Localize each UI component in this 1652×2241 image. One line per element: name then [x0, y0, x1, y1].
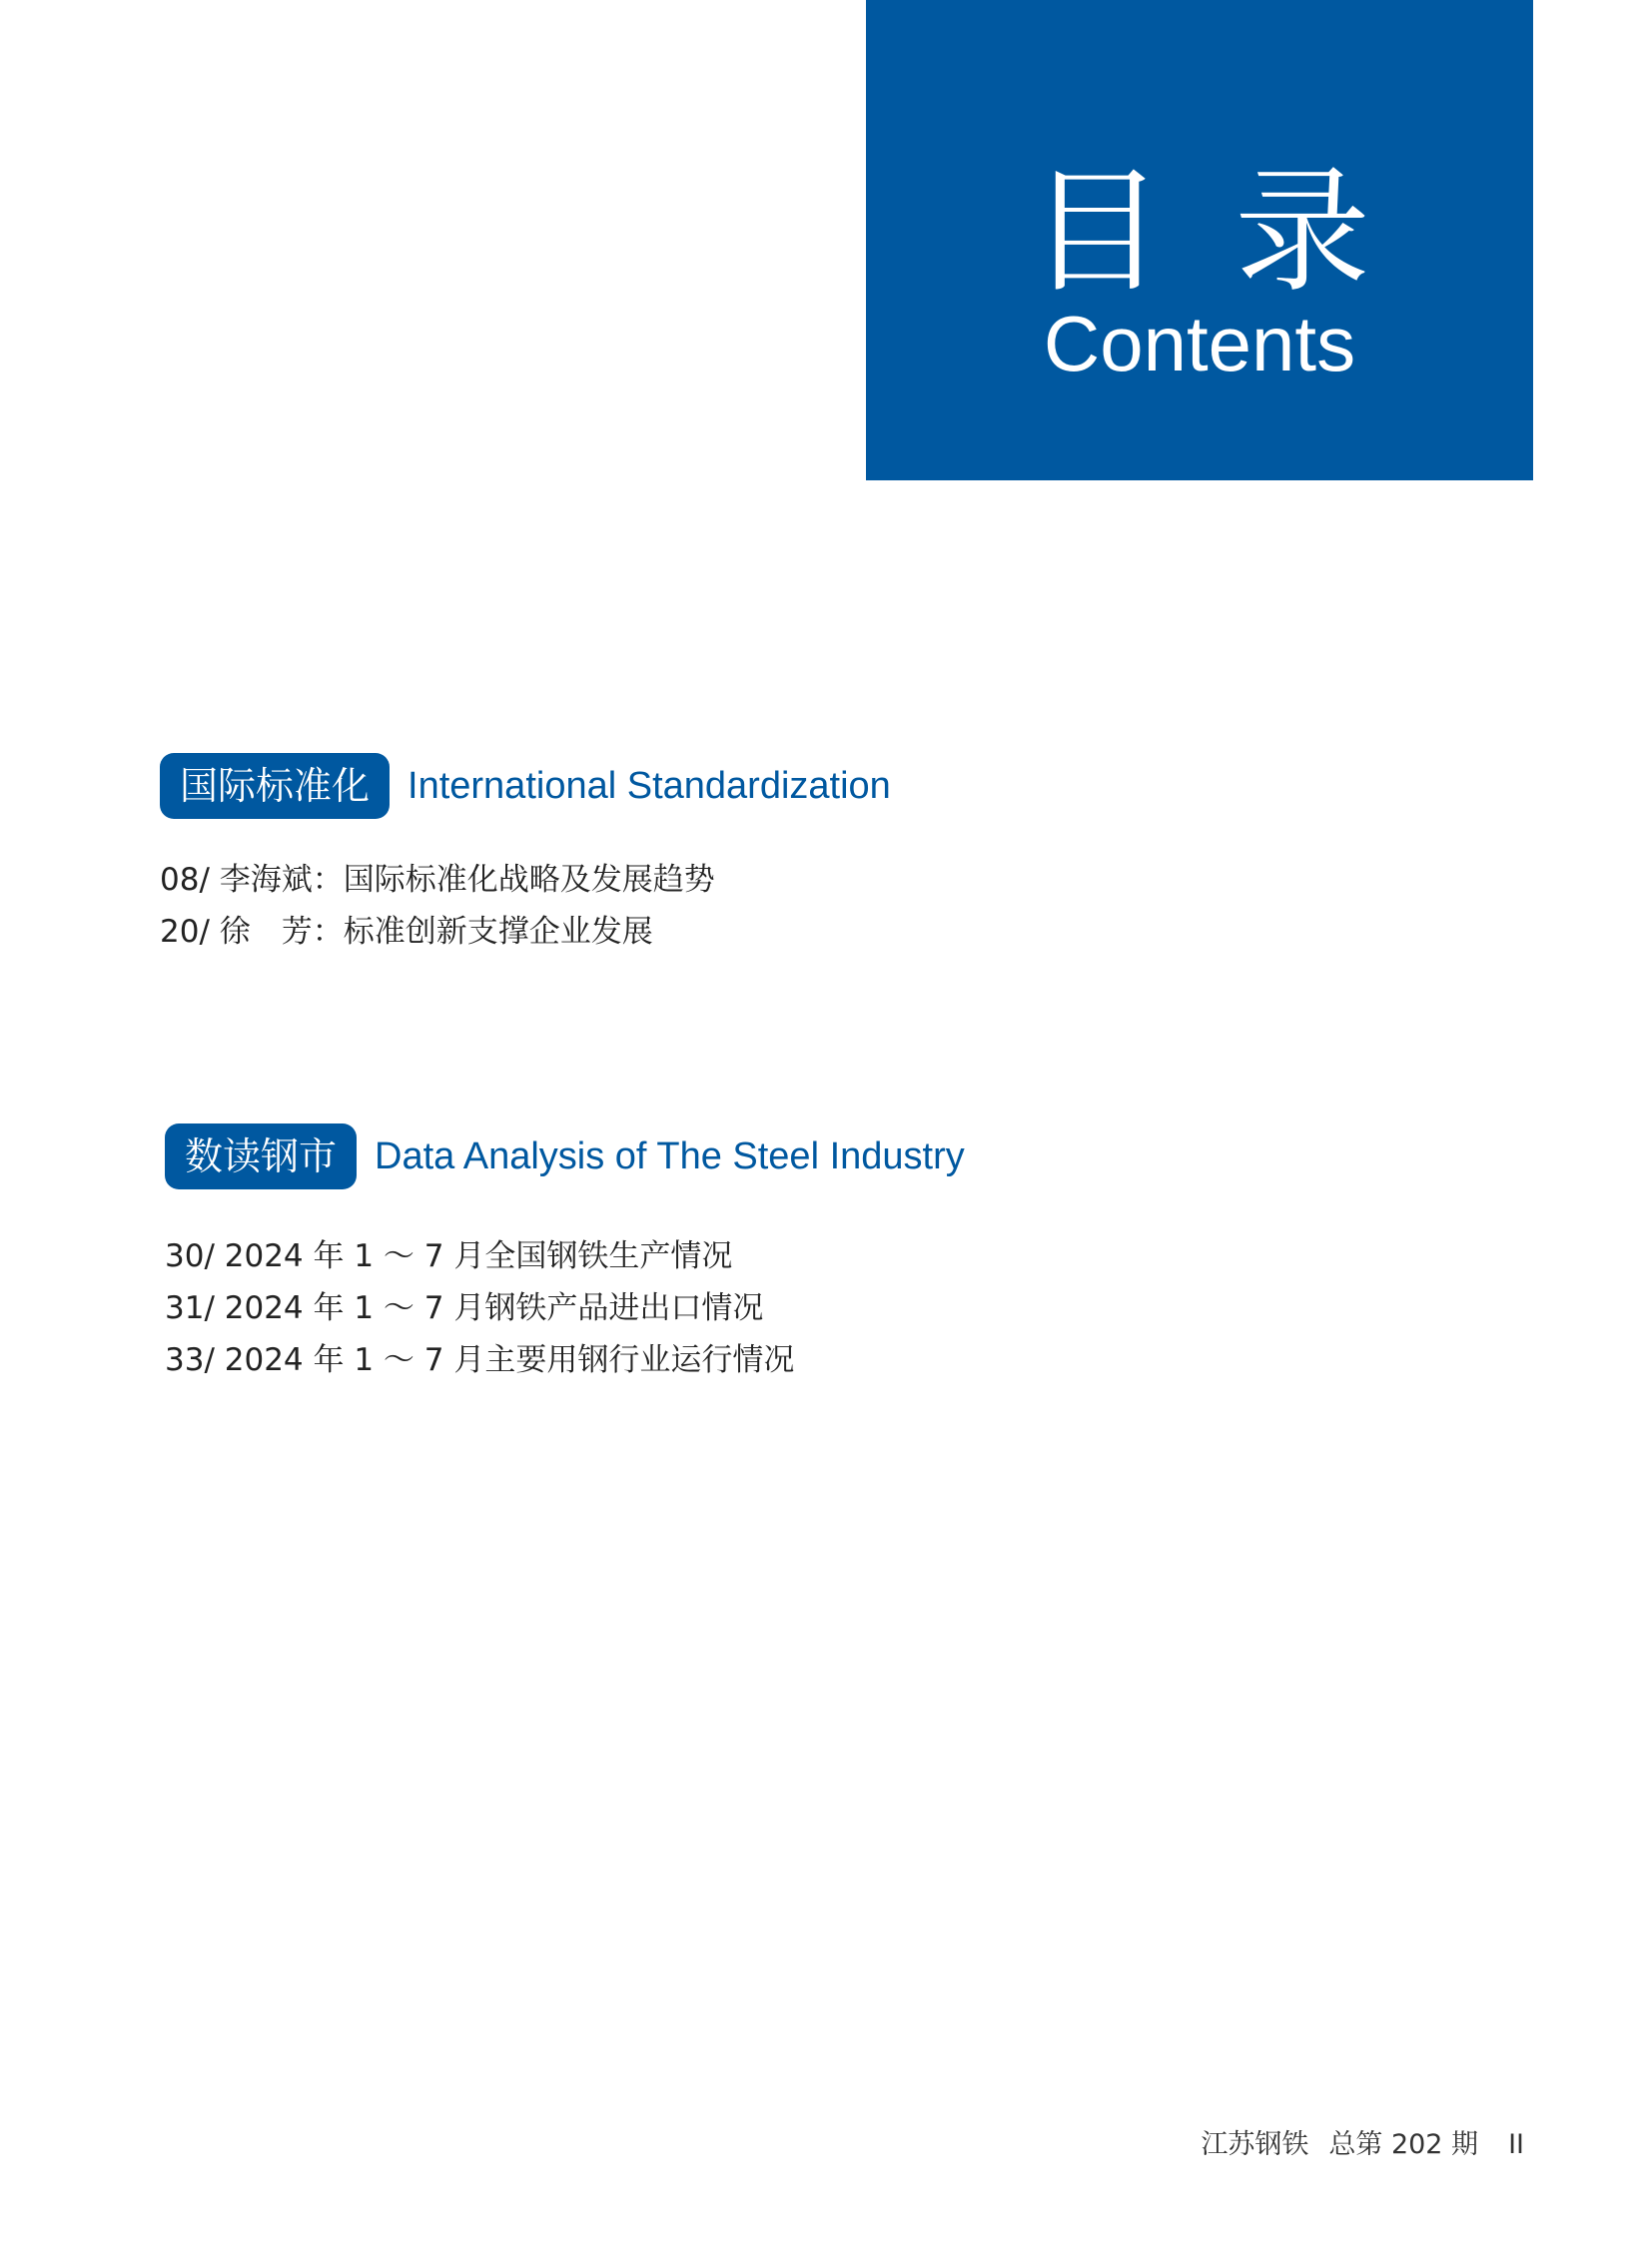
section-tag: 数读钢市: [165, 1123, 357, 1189]
toc-entry[interactable]: 31/ 2024 年 1 ～ 7 月钢铁产品进出口情况: [165, 1290, 764, 1326]
section-tag: 国际标准化: [160, 753, 390, 819]
section-title-en: Data Analysis of The Steel Industry: [375, 1134, 965, 1177]
section-items-international-standardization: [160, 854, 715, 958]
section-data-analysis: [165, 1123, 965, 1189]
page-number: II: [1508, 2129, 1524, 2160]
toc-entry[interactable]: 20/ 徐 芳：标准创新支撑企业发展: [160, 914, 653, 950]
page-footer: [1201, 2125, 1524, 2165]
section-items-data-analysis: [165, 1230, 794, 1386]
contents-title-cn: 目录: [1029, 154, 1440, 312]
toc-entry[interactable]: 08/ 李海斌：国际标准化战略及发展趋势: [160, 862, 715, 898]
section-international-standardization: [160, 753, 891, 819]
toc-entry[interactable]: 30/ 2024 年 1 ～ 7 月全国钢铁生产情况: [165, 1238, 733, 1274]
section-title-en: International Standardization: [408, 764, 891, 807]
publication-name: 江苏钢铁: [1201, 2129, 1309, 2160]
contents-title-en: Contents: [1043, 300, 1356, 387]
contents-header-block: [866, 0, 1533, 480]
toc-entry[interactable]: 33/ 2024 年 1 ～ 7 月主要用钢行业运行情况: [165, 1342, 795, 1378]
issue-number: 总第 202 期: [1328, 2129, 1479, 2160]
